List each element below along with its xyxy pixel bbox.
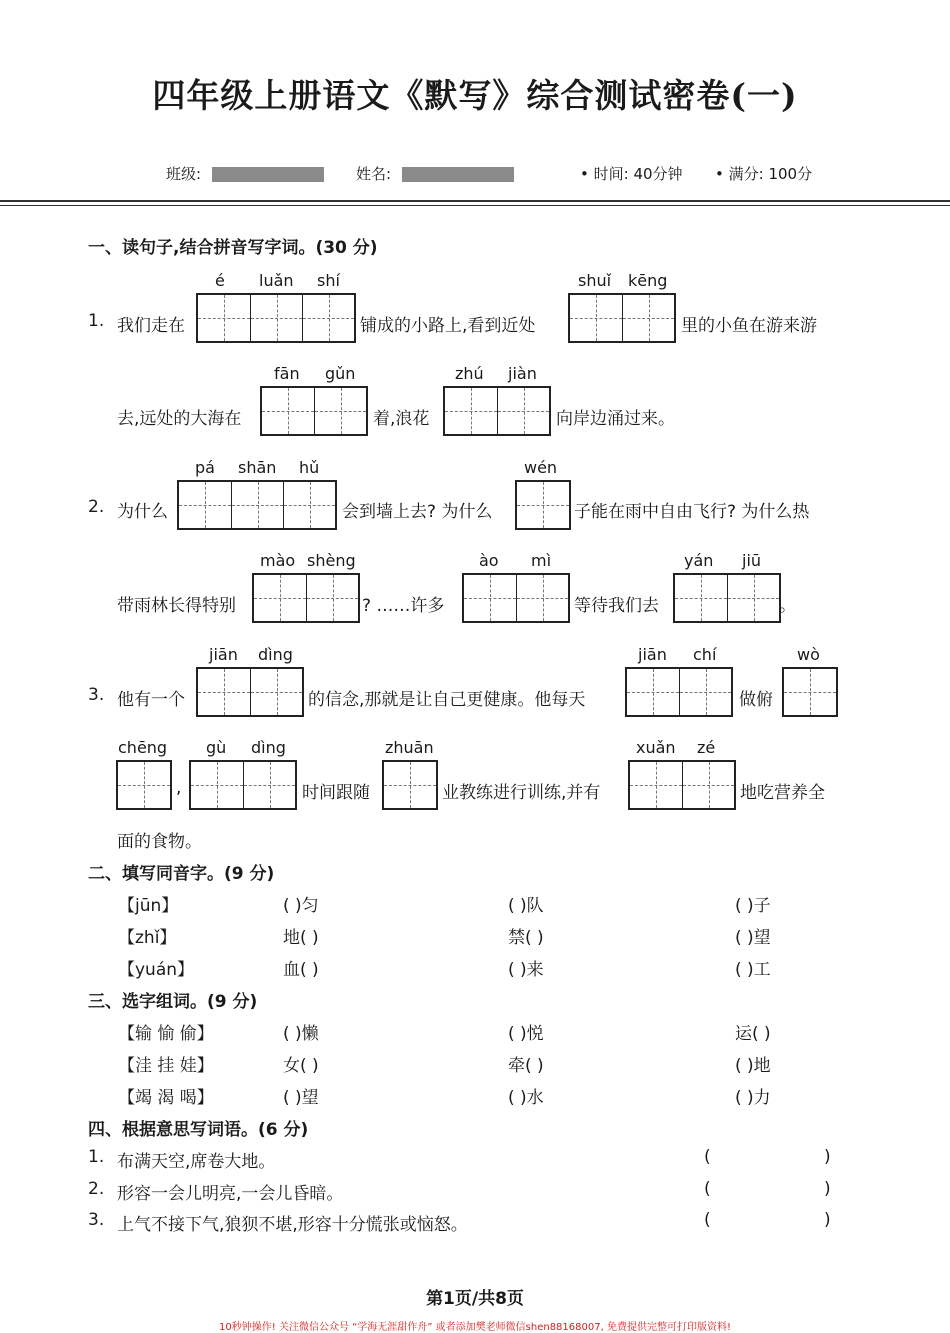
q3-text-1: 他有一个 [117, 690, 185, 710]
time-limit: • 时间: 40分钟 [580, 165, 683, 183]
definition-text: 上气不接下气,狼狈不堪,形容十分慌张或恼怒。 [117, 1215, 468, 1235]
pinyin: luǎn [259, 271, 294, 290]
definition-text: 布满天空,席卷大地。 [117, 1152, 276, 1172]
blank-item[interactable]: 血( ) [283, 960, 319, 980]
blank-item[interactable]: 女( ) [283, 1056, 319, 1076]
blank-item[interactable]: ( )力 [735, 1088, 771, 1108]
q2-text-3: 子能在雨中自由飞行? 为什么热 [574, 502, 810, 522]
writing-grid[interactable] [568, 293, 676, 343]
section3-heading: 三、选字组词。(9 分) [88, 992, 258, 1012]
class-field-redacted [212, 167, 324, 182]
pinyin: jiān [209, 645, 238, 664]
q3-text-2: 的信念,那就是让自己更健康。他每天 [308, 690, 586, 710]
char-choice-label: 【竭 渴 喝】 [118, 1088, 214, 1108]
q2-text-7: 。 [779, 596, 796, 616]
q2-text-5: ? ……许多 [362, 596, 445, 616]
pinyin: chēng [118, 738, 168, 757]
writing-grid[interactable] [382, 760, 438, 810]
writing-grid[interactable] [628, 760, 736, 810]
blank-item[interactable]: ( )懒 [283, 1024, 319, 1044]
pinyin: zé [697, 738, 716, 757]
answer-paren-left[interactable]: ( [704, 1210, 711, 1230]
answer-paren-left[interactable]: ( [704, 1147, 711, 1167]
blank-item[interactable]: ( )悦 [508, 1024, 544, 1044]
blank-item[interactable]: 禁( ) [508, 928, 544, 948]
q1-text-5: 着,浪花 [373, 409, 430, 429]
pinyin: wén [524, 458, 558, 477]
writing-grid[interactable] [116, 760, 172, 810]
q2-text-1: 为什么 [117, 502, 168, 522]
q2-text-2: 会到墙上去? 为什么 [342, 502, 493, 522]
class-label: 班级: [166, 165, 202, 183]
q3-text-5: 时间跟随 [302, 783, 370, 803]
writing-grid[interactable] [252, 573, 360, 623]
pinyin: ào [479, 551, 499, 570]
blank-item[interactable]: 牵( ) [508, 1056, 544, 1076]
pinyin: yán [684, 551, 714, 570]
pinyin: shèng [307, 551, 356, 570]
pinyin: chí [693, 645, 717, 664]
section4-heading: 四、根据意思写词语。(6 分) [88, 1120, 309, 1140]
writing-grid[interactable] [462, 573, 570, 623]
pinyin: dìng [251, 738, 286, 757]
q2-text-6: 等待我们去 [574, 596, 659, 616]
blank-item[interactable]: 地( ) [283, 928, 319, 948]
blank-item[interactable]: ( )来 [508, 960, 544, 980]
blank-item[interactable]: ( )望 [735, 928, 771, 948]
q1-text-6: 向岸边涌过来。 [556, 409, 675, 429]
writing-grid[interactable] [515, 480, 571, 530]
promo-banner: 10秒钟操作! 关注微信公众号 “学海无涯甜作舟” 或者添加樊老师微信shen88168007, 免费提供完整可打印版资料! [219, 1322, 731, 1333]
homophone-label: 【yuán】 [118, 960, 195, 980]
writing-grid[interactable] [196, 667, 304, 717]
answer-paren-left[interactable]: ( [704, 1179, 711, 1199]
name-label: 姓名: [356, 165, 392, 183]
pinyin: mì [531, 551, 552, 570]
section2-heading: 二、填写同音字。(9 分) [88, 864, 275, 884]
item-number: 2. [88, 1179, 105, 1199]
pinyin: kēng [628, 271, 668, 290]
blank-item[interactable]: ( )地 [735, 1056, 771, 1076]
pinyin: zhuān [385, 738, 434, 757]
q3-text-4: , [176, 778, 182, 798]
answer-paren-right[interactable]: ) [824, 1179, 831, 1199]
writing-grid[interactable] [177, 480, 337, 530]
writing-grid[interactable] [673, 573, 781, 623]
pinyin: shān [238, 458, 277, 477]
name-field-redacted [402, 167, 514, 182]
q3-text-8: 面的食物。 [117, 832, 202, 852]
header-rule-thin [0, 205, 950, 206]
writing-grid[interactable] [260, 386, 368, 436]
q1-text-4: 去,远处的大海在 [117, 409, 242, 429]
pinyin: xuǎn [636, 738, 676, 757]
pinyin: fān [274, 364, 300, 383]
homophone-label: 【jūn】 [118, 896, 179, 916]
section1-heading: 一、读句子,结合拼音写字词。(30 分) [88, 238, 378, 258]
char-choice-label: 【输 愉 偷】 [118, 1024, 214, 1044]
item-number: 1. [88, 1147, 105, 1167]
pinyin: dìng [258, 645, 293, 664]
q2-text-4: 带雨林长得特别 [117, 596, 236, 616]
pinyin: mào [260, 551, 296, 570]
writing-grid[interactable] [443, 386, 551, 436]
q1-text-1: 我们走在 [117, 316, 185, 336]
pinyin: jiū [742, 551, 762, 570]
q1-text-3: 里的小鱼在游来游 [681, 316, 817, 336]
blank-item[interactable]: ( )水 [508, 1088, 544, 1108]
q1-number: 1. [88, 311, 105, 331]
q3-number: 3. [88, 685, 105, 705]
answer-paren-right[interactable]: ) [824, 1147, 831, 1167]
pinyin: jiàn [508, 364, 537, 383]
homophone-label: 【zhǐ】 [118, 928, 177, 948]
blank-item[interactable]: ( )子 [735, 896, 771, 916]
pinyin: shí [317, 271, 340, 290]
header-rule-thick [0, 200, 950, 202]
q3-text-7: 地吃营养全 [740, 783, 825, 803]
blank-item[interactable]: ( )队 [508, 896, 544, 916]
answer-paren-right[interactable]: ) [824, 1210, 831, 1230]
blank-item[interactable]: 运( ) [735, 1024, 771, 1044]
writing-grid[interactable] [196, 293, 356, 343]
writing-grid[interactable] [189, 760, 297, 810]
blank-item[interactable]: ( )工 [735, 960, 771, 980]
q3-text-6: 业教练进行训练,并有 [442, 783, 601, 803]
pinyin: jiān [638, 645, 667, 664]
item-number: 3. [88, 1210, 105, 1230]
blank-item[interactable]: ( )望 [283, 1088, 319, 1108]
char-choice-label: 【洼 挂 娃】 [118, 1056, 214, 1076]
pinyin: gǔn [325, 364, 356, 383]
pinyin: wò [797, 645, 820, 664]
blank-item[interactable]: ( )匀 [283, 896, 319, 916]
pinyin: zhú [455, 364, 484, 383]
q1-text-2: 铺成的小路上,看到近处 [360, 316, 536, 336]
pinyin: gù [206, 738, 227, 757]
writing-grid[interactable] [625, 667, 733, 717]
page-number: 第1页/共8页 [426, 1289, 524, 1309]
pinyin: é [215, 271, 225, 290]
pinyin: shuǐ [578, 271, 612, 290]
pinyin: hǔ [299, 458, 320, 477]
writing-grid[interactable] [782, 667, 838, 717]
page-title: 四年级上册语文《默写》综合测试密卷(一) [152, 76, 798, 115]
full-score: • 满分: 100分 [715, 165, 813, 183]
q3-text-3: 做俯 [739, 690, 773, 710]
definition-text: 形容一会儿明亮,一会儿昏暗。 [117, 1184, 344, 1204]
q2-number: 2. [88, 497, 105, 517]
pinyin: pá [195, 458, 215, 477]
